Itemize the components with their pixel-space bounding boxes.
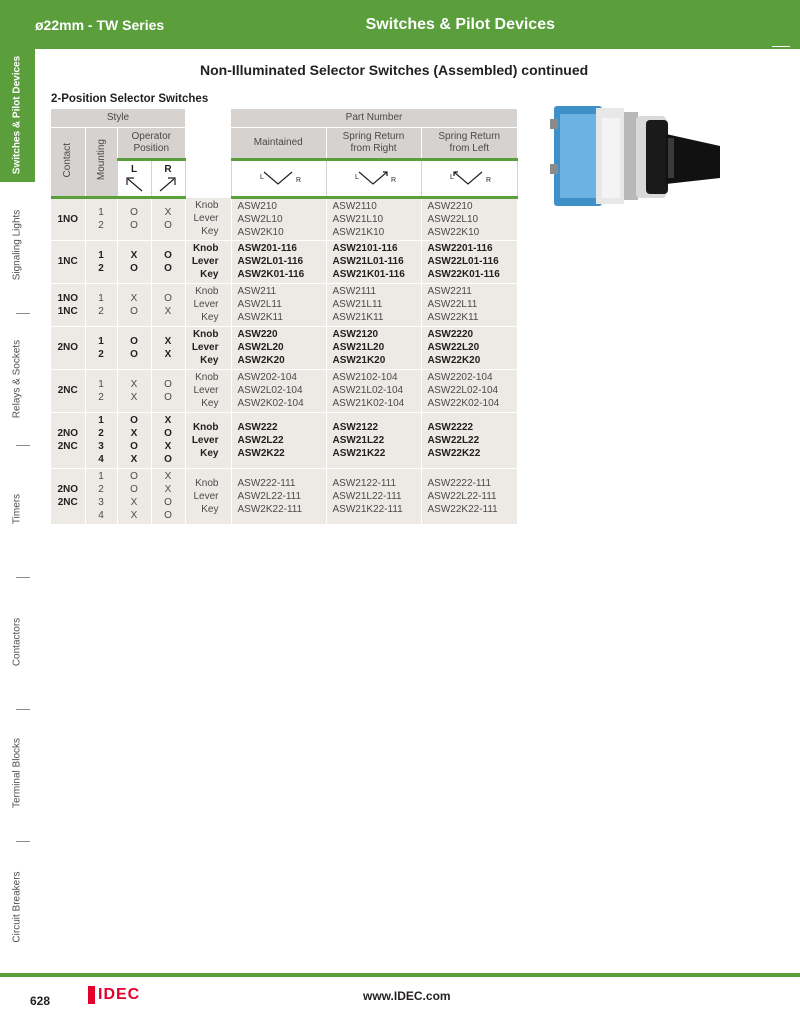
spring-right-part-cell: ASW2102-104 ASW21L02-104 ASW21K02-104 xyxy=(326,369,421,412)
footer-rule xyxy=(0,973,800,977)
spring-right-v-diagram-icon xyxy=(349,168,399,188)
sidebar xyxy=(0,49,35,973)
operator-position-header: Operator Position xyxy=(117,127,185,159)
contact-cell: 1NC xyxy=(51,240,85,283)
diagram-r-label: R xyxy=(390,177,396,184)
spring-left-part-cell: ASW2202-104 ASW22L02-104 ASW22K02-104 xyxy=(421,369,517,412)
sidebar-divider xyxy=(16,313,30,314)
position-r-cell: O X xyxy=(151,283,185,326)
operator-type-cell: Knob Lever Key xyxy=(185,468,231,524)
contact-cell: 1NO xyxy=(51,197,85,240)
diagram-r-label: R xyxy=(486,177,492,184)
table-row xyxy=(51,369,517,412)
table-row xyxy=(51,240,517,283)
idec-logo: IDEC xyxy=(88,986,140,1004)
table-row xyxy=(51,197,517,240)
spring-right-part-cell: ASW2110 ASW21L10 ASW21K10 xyxy=(326,197,421,240)
diagram-r-label: R xyxy=(295,177,301,184)
position-l-cell: X X xyxy=(117,369,151,412)
table-row xyxy=(51,412,517,468)
sidebar-item-circuit-breakers[interactable]: Circuit Breakers xyxy=(11,871,23,943)
spring-right-part-cell: ASW2101-116 ASW21L01-116 ASW21K01-116 xyxy=(326,240,421,283)
sidebar-item-switches[interactable]: Switches & Pilot Devices xyxy=(11,55,23,175)
spring-left-v-diagram-icon xyxy=(444,168,494,188)
position-right-cell: R xyxy=(151,159,185,197)
table-row xyxy=(51,326,517,369)
spring-right-part-cell: ASW2122-111 ASW21L22-111 ASW21K22-111 xyxy=(326,468,421,524)
position-r-cell: X O xyxy=(151,197,185,240)
mounting-cell: 1 2 3 4 xyxy=(85,468,117,524)
spring-left-part-cell: ASW2211 ASW22L11 ASW22K11 xyxy=(421,283,517,326)
table-subtitle: 2-Position Selector Switches xyxy=(51,93,209,105)
contact-cell: 2NO 2NC xyxy=(51,412,85,468)
maintained-part-cell: ASW220 ASW2L20 ASW2K20 xyxy=(231,326,326,369)
mounting-cell: 1 2 3 4 xyxy=(85,412,117,468)
spring-left-part-cell: ASW2222-111 ASW22L22-111 ASW22K22-111 xyxy=(421,468,517,524)
position-r-cell: X X O O xyxy=(151,468,185,524)
arrow-up-left-icon xyxy=(122,175,146,193)
website-link[interactable]: www.IDEC.com xyxy=(363,989,451,1003)
position-l-cell: X O xyxy=(117,240,151,283)
mounting-cell: 1 2 xyxy=(85,369,117,412)
maintained-part-cell: ASW222 ASW2L22 ASW2K22 xyxy=(231,412,326,468)
position-l-cell: O O X X xyxy=(117,468,151,524)
contact-col-header: Contact xyxy=(51,127,85,197)
position-l-cell: O O xyxy=(117,197,151,240)
sidebar-item-relays[interactable]: Relays & Sockets xyxy=(11,339,23,419)
spring-left-diagram xyxy=(421,159,517,197)
style-header: Style xyxy=(51,109,185,127)
selector-switch-table xyxy=(51,109,518,524)
mounting-col-header: Mounting xyxy=(85,127,117,197)
spring-left-part-cell: ASW2220 ASW22L20 ASW22K20 xyxy=(421,326,517,369)
sidebar-divider xyxy=(16,709,30,710)
maintained-diagram xyxy=(231,159,326,197)
position-r-cell: X O X O xyxy=(151,412,185,468)
contact-cell: 2NO 2NC xyxy=(51,468,85,524)
position-l-cell: O X O X xyxy=(117,412,151,468)
table-row xyxy=(51,468,517,524)
position-l-cell: X O xyxy=(117,283,151,326)
operator-type-cell: Knob Lever Key xyxy=(185,412,231,468)
spring-left-part-cell: ASW2210 ASW22L10 ASW22K10 xyxy=(421,197,517,240)
spring-right-diagram xyxy=(326,159,421,197)
maintained-part-cell: ASW210 ASW2L10 ASW2K10 xyxy=(231,197,326,240)
position-r-cell: O O xyxy=(151,369,185,412)
spring-right-part-cell: ASW2120 ASW21L20 ASW21K20 xyxy=(326,326,421,369)
position-r-cell: X X xyxy=(151,326,185,369)
top-banner xyxy=(0,0,800,49)
mounting-cell: 1 2 xyxy=(85,326,117,369)
sidebar-divider xyxy=(16,841,30,842)
sidebar-divider xyxy=(16,577,30,578)
spring-left-part-cell: ASW2201-116 ASW22L01-116 ASW22K01-116 xyxy=(421,240,517,283)
page-number: 628 xyxy=(30,994,51,1008)
position-r-cell: O O xyxy=(151,240,185,283)
operator-type-cell: Knob Lever Key xyxy=(185,369,231,412)
section-title: Switches & Pilot Devices xyxy=(365,16,555,33)
diagram-l-label: L xyxy=(450,174,454,181)
series-title: ø22mm - TW Series xyxy=(35,17,165,33)
operator-type-cell: Knob Lever Key xyxy=(185,283,231,326)
logo-bar-icon xyxy=(88,986,95,1004)
mounting-cell: 1 2 xyxy=(85,283,117,326)
maintained-v-diagram-icon xyxy=(254,168,304,188)
diagram-l-label: L xyxy=(259,174,264,181)
position-l-cell: O O xyxy=(117,326,151,369)
contact-cell: 2NC xyxy=(51,369,85,412)
banner-tick xyxy=(772,46,790,47)
table-body xyxy=(51,197,517,524)
spring-right-part-cell: ASW2122 ASW21L22 ASW21K22 xyxy=(326,412,421,468)
operator-type-cell: Knob Lever Key xyxy=(185,197,231,240)
sidebar-item-signaling-lights[interactable]: Signaling Lights xyxy=(11,209,23,281)
contact-cell: 1NO 1NC xyxy=(51,283,85,326)
contact-cell: 2NO xyxy=(51,326,85,369)
selector-switch-photo xyxy=(540,94,732,217)
sidebar-divider xyxy=(16,445,30,446)
spring-return-left-header: Spring Return from Left xyxy=(421,127,517,159)
arrow-up-right-icon xyxy=(156,175,180,193)
sidebar-item-contactors[interactable]: Contactors xyxy=(11,617,23,667)
part-number-header: Part Number xyxy=(231,109,517,127)
maintained-header: Maintained xyxy=(231,127,326,159)
maintained-part-cell: ASW202-104 ASW2L02-104 ASW2K02-104 xyxy=(231,369,326,412)
spring-return-right-header: Spring Return from Right xyxy=(326,127,421,159)
operator-type-cell: Knob Lever Key xyxy=(185,240,231,283)
table-row xyxy=(51,283,517,326)
position-left-cell: L xyxy=(117,159,151,197)
maintained-part-cell: ASW211 ASW2L11 ASW2K11 xyxy=(231,283,326,326)
maintained-part-cell: ASW201-116 ASW2L01-116 ASW2K01-116 xyxy=(231,240,326,283)
diagram-l-label: L xyxy=(354,174,359,181)
sidebar-item-terminal-blocks[interactable]: Terminal Blocks xyxy=(11,737,23,809)
spring-right-part-cell: ASW2111 ASW21L11 ASW21K11 xyxy=(326,283,421,326)
operator-type-cell: Knob Lever Key xyxy=(185,326,231,369)
sidebar-item-timers[interactable]: Timers xyxy=(11,493,23,525)
maintained-part-cell: ASW222-111 ASW2L22-111 ASW2K22-111 xyxy=(231,468,326,524)
mounting-cell: 1 2 xyxy=(85,240,117,283)
spring-left-part-cell: ASW2222 ASW22L22 ASW22K22 xyxy=(421,412,517,468)
mounting-cell: 1 2 xyxy=(85,197,117,240)
